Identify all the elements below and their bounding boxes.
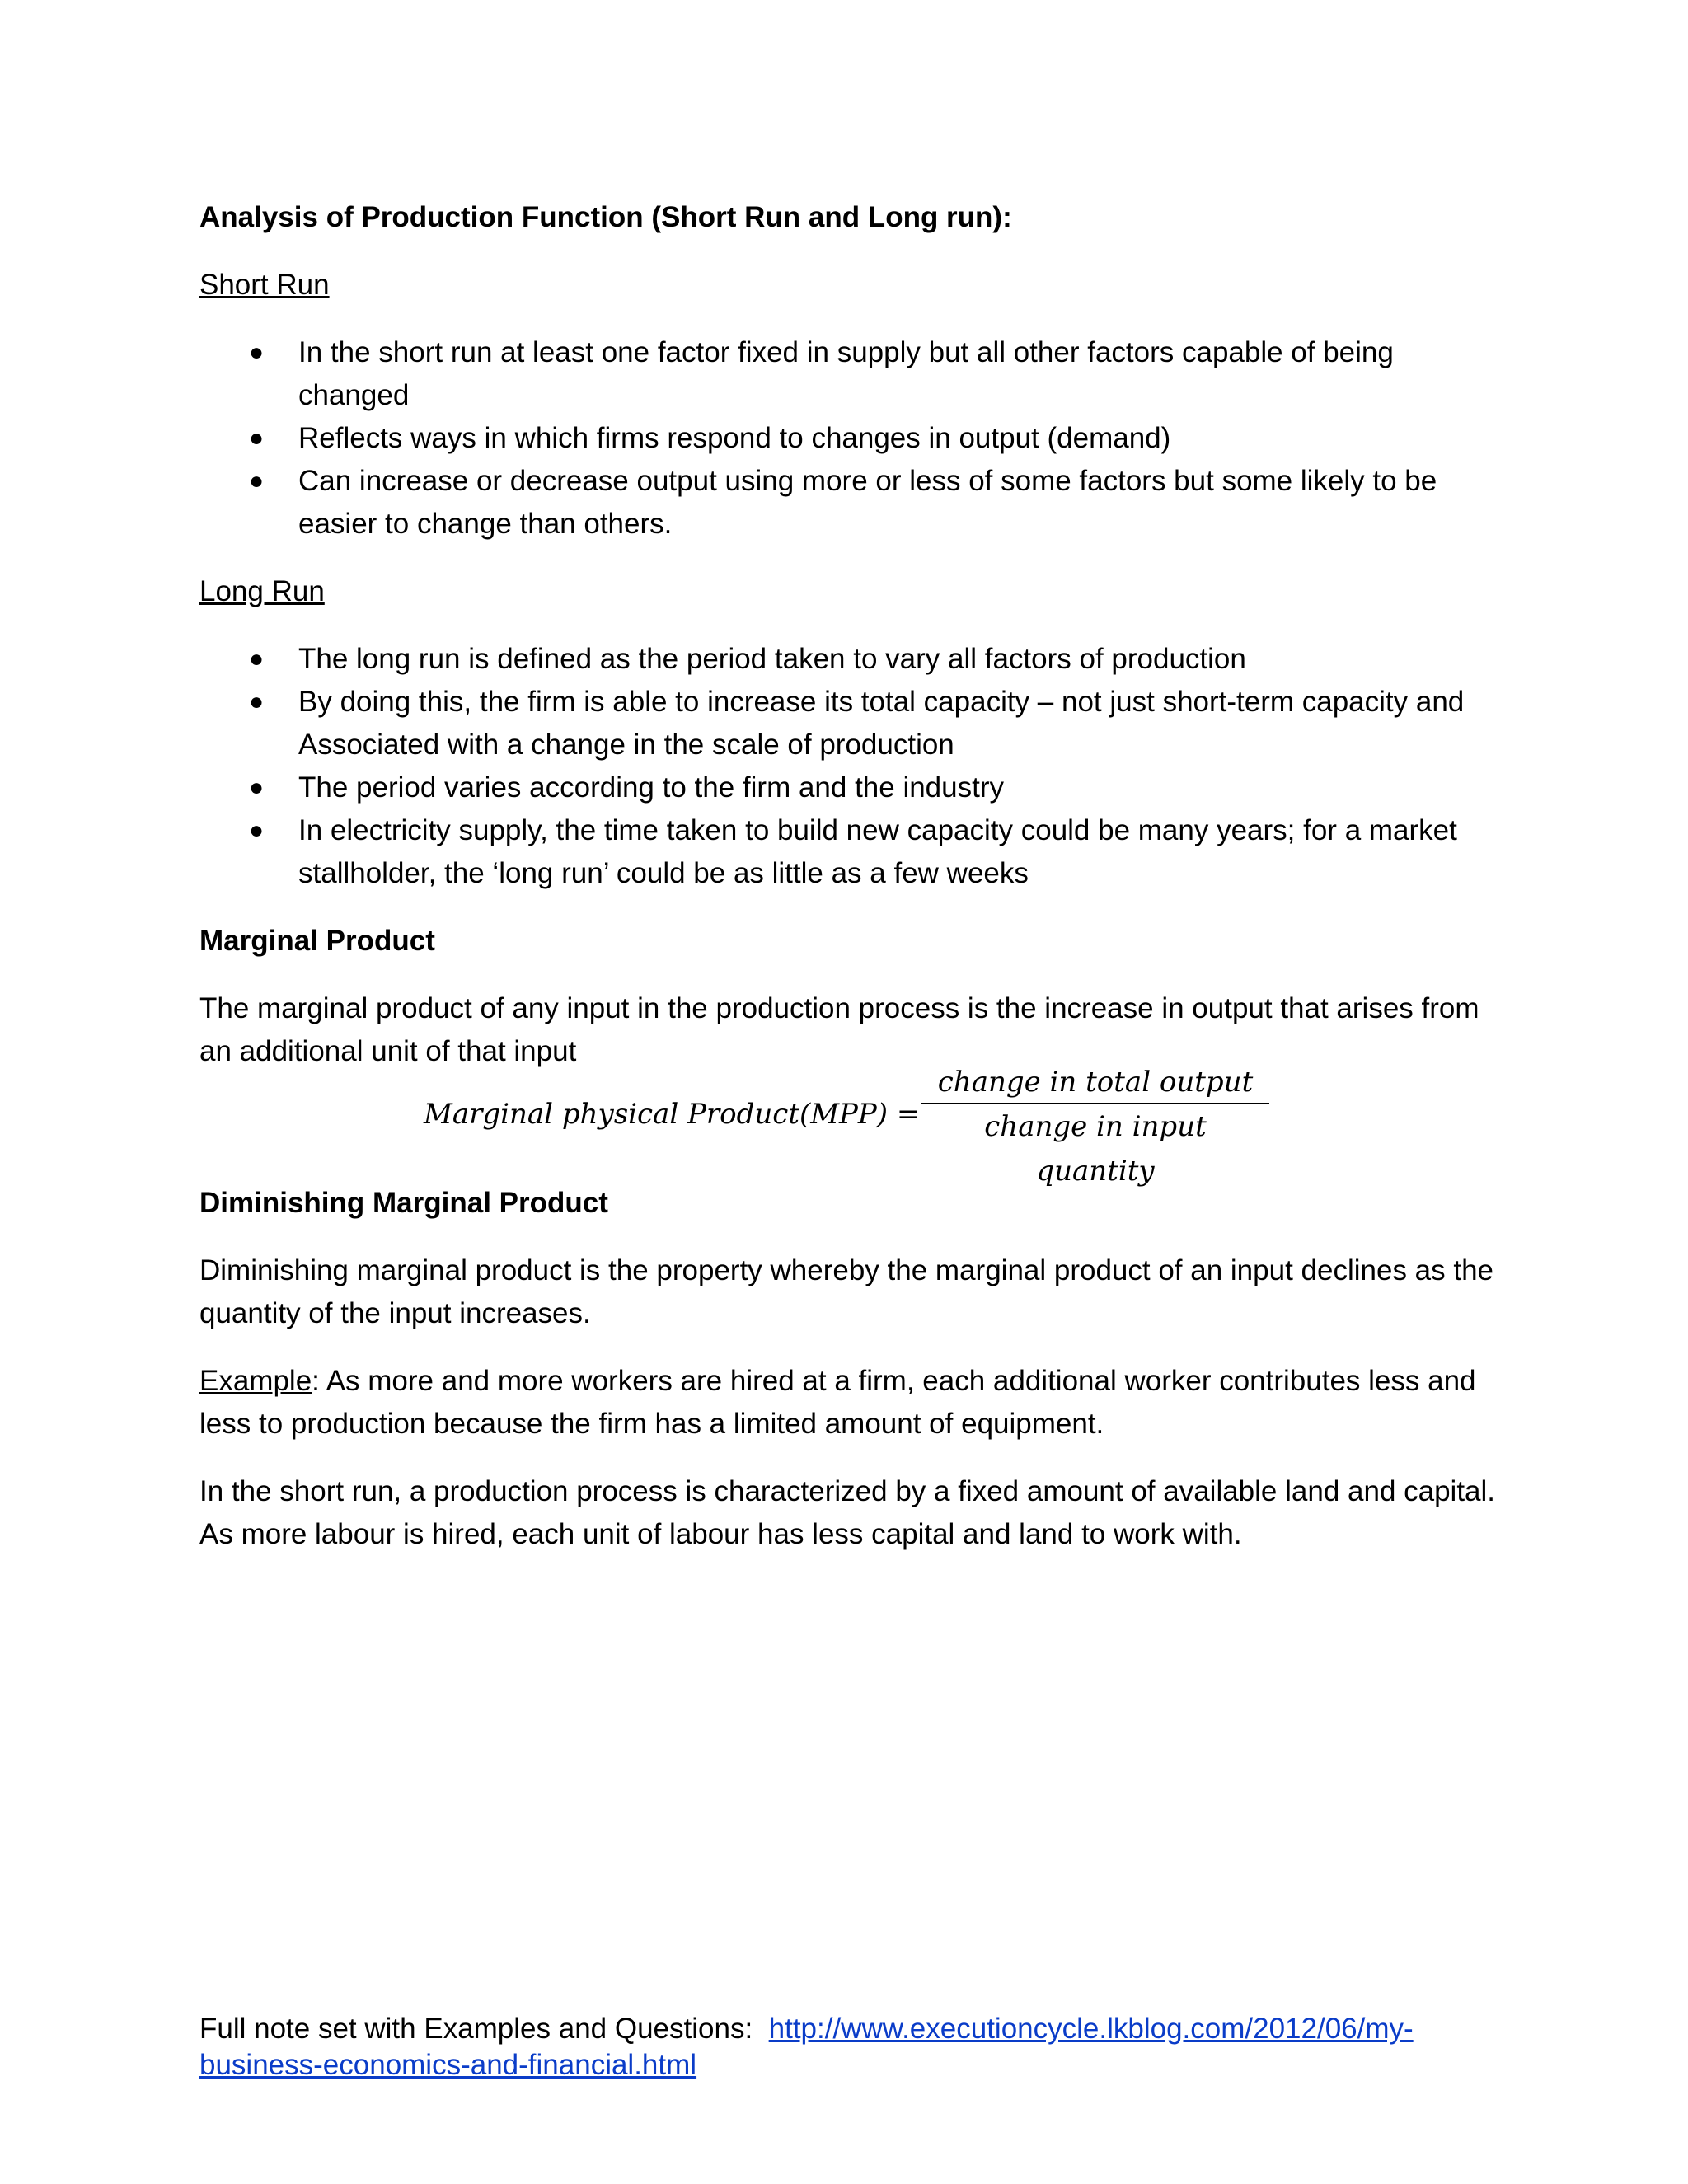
list-item: ● The long run is defined as the period taken to vary all factors of production [199,638,1502,681]
notes-link[interactable]: http://www.executioncycle.lkblog.com/2012/06/my-business-economics-and-financial.html [199,2013,1414,2081]
short-run-heading: Short Run [199,269,330,301]
short-run-list [199,331,1502,546]
example-paragraph [199,1360,1502,1446]
list-item: ● In electricity supply, the time taken to build new capacity could be many years; for a market stallholder, the ‘long run’ could be as little as a few weeks [199,809,1502,895]
diminishing-marginal-product-text: Diminishing marginal product is the property whereby the marginal product of an input declines as the quantity of the input increases. [199,1254,1494,1329]
example-label: Example [199,1365,312,1397]
formula-numerator: change in total output [921,1062,1269,1104]
list-item: ● By doing this, the firm is able to increase its total capacity – not just short-term capacity and Associated with a change in the scale of production [199,681,1502,766]
marginal-product-heading: Marginal Product [199,925,435,957]
bullet-icon: ● [249,467,265,494]
list-item: ● Can increase or decrease output using more or less of some factors but some likely to be easier to change than others. [199,460,1502,546]
mpp-formula [199,1066,1502,1188]
page-title: Analysis of Production Function (Short Run and Long run): [199,201,1012,233]
long-run-heading: Long Run [199,575,325,607]
list-item: ● In the short run at least one factor fixed in supply but all other factors capable of being changed [199,331,1502,417]
document-body [199,196,1502,1581]
bullet-icon: ● [249,817,265,844]
bullet-icon: ● [249,774,265,801]
list-item: ● Reflects ways in which firms respond to changes in output (demand) [199,417,1502,460]
formula-fraction [921,1062,1269,1193]
long-run-list [199,638,1502,895]
short-run-paragraph: In the short run, a production process is characterized by a fixed amount of available land and capital. As more labour is hired, each unit of labour has less capital and land to work with. [199,1475,1496,1550]
formula-lhs: Marginal physical Product(MPP) = [424,1098,921,1131]
footer [199,2011,1502,2083]
list-item: ● The period varies according to the firm and the industry [199,766,1502,809]
formula-denominator: change in input quantity [984,1110,1207,1188]
bullet-icon: ● [249,339,265,366]
example-text: : As more and more workers are hired at a firm, each additional worker contributes less and less to production because the firm has a limited amount of equipment. [199,1365,1476,1440]
bullet-icon: ● [249,645,265,673]
bullet-icon: ● [249,424,265,452]
marginal-product-text: The marginal product of any input in the production process is the increase in output that arises from an additional unit of that input [199,992,1479,1067]
bullet-icon: ● [249,688,265,715]
diminishing-marginal-product-heading: Diminishing Marginal Product [199,1187,608,1219]
footer-label: Full note set with Examples and Questions: [199,2013,753,2045]
